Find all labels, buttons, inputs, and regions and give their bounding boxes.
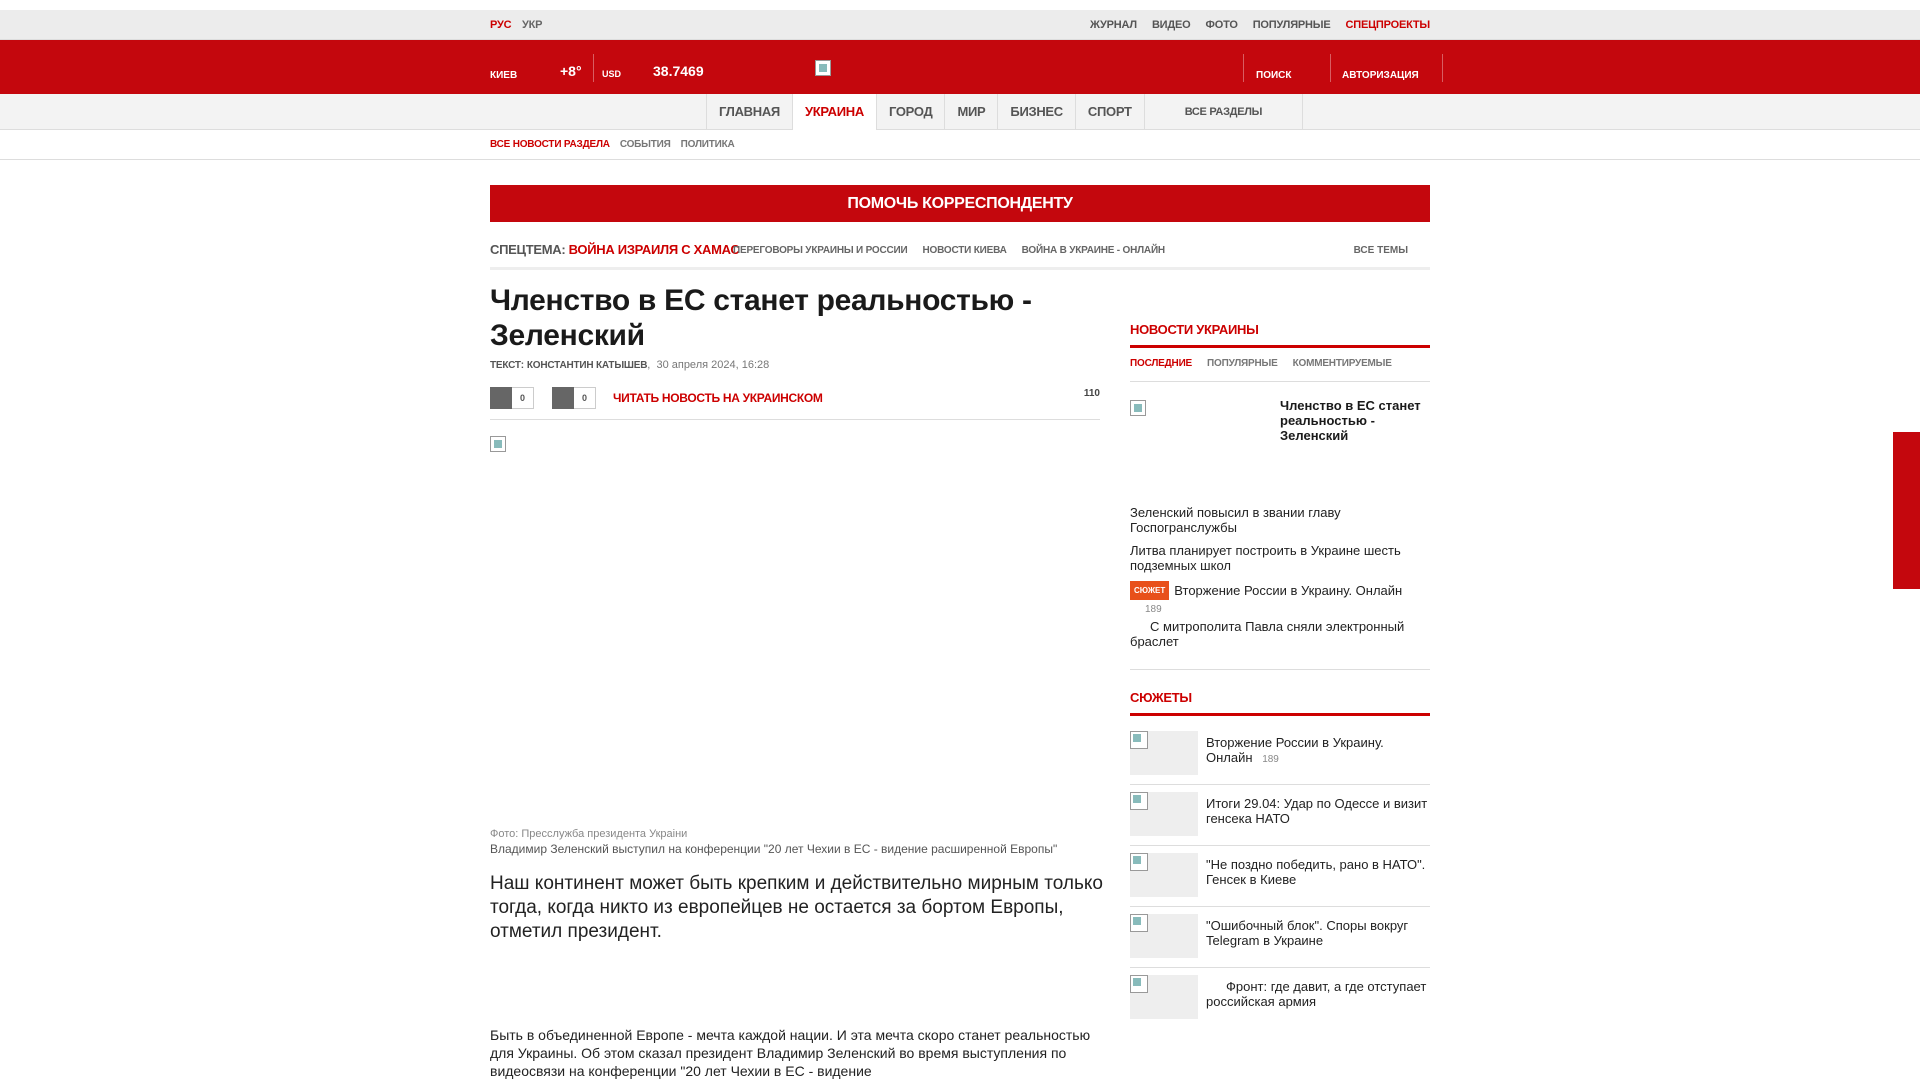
image-placeholder-icon <box>490 436 506 452</box>
read-in-ukrainian-link[interactable]: ЧИТАТЬ НОВОСТЬ НА УКРАИНСКОМ <box>613 391 823 405</box>
divider <box>1130 669 1430 670</box>
news-tabs <box>1130 352 1430 382</box>
story-item[interactable] <box>1130 971 1430 1029</box>
news-thumbnail <box>1130 400 1146 416</box>
list-item[interactable]: С митрополита Павла сняли электронный браслет <box>1130 619 1405 649</box>
story-text <box>1206 735 1428 767</box>
comment-count: 189 <box>1145 604 1162 615</box>
special-theme-label: СПЕЦТЕМА: <box>490 242 566 257</box>
story-thumbnail <box>1130 731 1198 775</box>
list-item[interactable]: Зеленский повысил в звании главу Госпогранслужбы <box>1130 505 1341 535</box>
top-link-journal[interactable]: ЖУРНАЛ <box>1090 19 1137 31</box>
story-item[interactable] <box>1130 849 1430 907</box>
theme-link-war-online[interactable]: ВОЙНА В УКРАИНЕ - ОНЛАЙН <box>1021 245 1165 256</box>
top-news-title[interactable]: Членство в ЕС станет реальностью - Зеленский <box>1280 398 1421 443</box>
theme-link-negotiations[interactable]: ПЕРЕГОВОРЫ УКРАИНЫ И РОССИИ <box>733 245 908 256</box>
list-item[interactable] <box>1130 581 1430 617</box>
share-count: 0 <box>512 387 534 409</box>
photo-caption: Владимир Зеленский выступил на конференции "20 лет Чехии в ЕС - видение расширенной Европы" <box>490 842 1058 856</box>
nav-item-city[interactable]: ГОРОД <box>876 94 945 130</box>
nav-item-sport[interactable]: СПОРТ <box>1075 94 1144 130</box>
lang-ru-link[interactable]: РУС <box>490 19 512 31</box>
subnav-politics[interactable]: ПОЛИТИКА <box>680 139 735 150</box>
currency-rate: 38.7469 <box>653 63 704 79</box>
article-photo <box>490 436 1100 824</box>
share-facebook[interactable] <box>490 387 534 409</box>
site-header <box>0 40 1920 94</box>
story-title[interactable]: "Не поздно победить, рано в НАТО". Генсек в Киеве <box>1206 857 1426 887</box>
photo-credit: Фото: Пресслужба президента Украіни <box>490 828 688 840</box>
top-bar <box>0 10 1920 40</box>
nav-item-all-sections[interactable]: ВСЕ РАЗДЕЛЫ <box>1144 94 1303 130</box>
side-feedback-tab[interactable] <box>1893 432 1920 589</box>
tab-popular[interactable]: ПОПУЛЯРНЫЕ <box>1207 358 1278 369</box>
story-thumbnail <box>1130 853 1198 897</box>
top-link-photo[interactable]: ФОТО <box>1205 19 1238 31</box>
all-themes-link[interactable]: ВСЕ ТЕМЫ <box>1353 245 1408 256</box>
views-count: 110 <box>1083 388 1100 399</box>
subnav-events[interactable]: СОБЫТИЯ <box>619 139 671 150</box>
byline: ТЕКСТ: КОНСТАНТИН КАТЫШЕВ, 30 апреля 2024, 16:28 <box>490 359 770 371</box>
nav-item-business[interactable]: БИЗНЕС <box>997 94 1074 130</box>
story-badge: СЮЖЕТ <box>1130 581 1169 600</box>
city-label[interactable]: КИЕВ <box>490 70 518 81</box>
nav-item-world[interactable]: МИР <box>944 94 997 130</box>
search-link[interactable]: ПОИСК <box>1256 70 1292 81</box>
top-link-specprojects[interactable]: СПЕЦПРОЕКТЫ <box>1345 19 1430 31</box>
lang-ua-link[interactable]: УКР <box>522 19 543 31</box>
section-title[interactable]: СЮЖЕТЫ <box>1130 690 1430 716</box>
story-item[interactable] <box>1130 788 1430 846</box>
story-item[interactable] <box>1130 910 1430 968</box>
comment-count: 189 <box>1262 754 1279 765</box>
facebook-icon <box>490 387 512 409</box>
story-thumbnail <box>1130 975 1198 1019</box>
site-logo[interactable] <box>815 60 831 76</box>
special-theme-link[interactable]: ВОЙНА ИЗРАИЛЯ С ХАМАС <box>568 242 740 257</box>
top-link-popular[interactable]: ПОПУЛЯРНЫЕ <box>1252 19 1331 31</box>
temperature: +8° <box>560 63 582 79</box>
login-link[interactable]: АВТОРИЗАЦИЯ <box>1342 70 1419 81</box>
story-item[interactable] <box>1130 727 1430 785</box>
themes-bar <box>490 236 1430 270</box>
story-thumbnail <box>1130 792 1198 836</box>
help-correspondent-button[interactable]: ПОМОЧЬ КОРРЕСПОНДЕНТУ <box>490 185 1430 222</box>
byline-label: ТЕКСТ: <box>490 360 524 371</box>
story-thumbnail <box>1130 914 1198 958</box>
article-date: 30 апреля 2024, 16:28 <box>656 359 770 371</box>
section-title[interactable]: НОВОСТИ УКРАИНЫ <box>1130 322 1430 348</box>
article-lead: Наш континент может быть крепким и действительно мирным только тогда, когда никто из европейцев не остается за бортом Европы, отметил президент. <box>490 873 1103 942</box>
twitter-icon <box>552 387 574 409</box>
share-count: 0 <box>574 387 596 409</box>
sub-nav <box>0 130 1920 160</box>
article-body: Быть в объединенной Европе - мечта каждой нации. И эта мечта скоро станет реальностью для Украины. Об этом сказал президент Владимир Зеленский во время выступления по видеосвязи на конференции "20 лет Чехии в ЕС - видение <box>490 1027 1091 1079</box>
author-link[interactable]: КОНСТАНТИН КАТЫШЕВ <box>526 360 648 371</box>
header-divider <box>1330 54 1331 82</box>
story-title[interactable]: Вторжение России в Украину. Онлайн <box>1206 735 1384 765</box>
stories-heading <box>1130 690 1430 716</box>
main-nav <box>0 94 1920 130</box>
nav-item-main[interactable]: ГЛАВНАЯ <box>706 94 792 130</box>
nav-item-ukraine[interactable]: УКРАИНА <box>792 94 876 130</box>
theme-link-kiev-news[interactable]: НОВОСТИ КИЕВА <box>922 245 1007 256</box>
story-title[interactable]: "Ошибочный блок". Споры вокруг Telegram в Украине <box>1206 918 1409 948</box>
list-item-title[interactable]: Вторжение России в Украину. Онлайн <box>1174 583 1403 598</box>
share-twitter[interactable] <box>552 387 596 409</box>
tab-latest[interactable]: ПОСЛЕДНИЕ <box>1130 358 1193 369</box>
special-theme <box>490 242 739 257</box>
subnav-all-news[interactable]: ВСЕ НОВОСТИ РАЗДЕЛА <box>490 139 610 150</box>
article-title: Членство в ЕС станет реальностью - Зеленский <box>490 284 1032 352</box>
story-title[interactable]: Итоги 29.04: Удар по Одессе и визит генсека НАТО <box>1206 796 1428 826</box>
top-link-video[interactable]: ВИДЕО <box>1151 19 1191 31</box>
top-news-item[interactable] <box>1130 398 1430 498</box>
header-divider <box>1442 54 1443 82</box>
tab-commented[interactable]: КОММЕНТИРУЕМЫЕ <box>1292 358 1392 369</box>
ukraine-news-heading <box>1130 322 1430 348</box>
header-divider <box>593 54 594 82</box>
currency-label: USD <box>602 69 622 79</box>
list-item[interactable]: Литва планирует построить в Украине шесть подземных школ <box>1130 543 1401 573</box>
story-title[interactable]: Фронт: где давит, а где отступает российская армия <box>1206 979 1427 1009</box>
header-divider <box>1243 54 1244 82</box>
top-nav <box>1090 19 1430 31</box>
article-actions <box>490 386 1100 420</box>
